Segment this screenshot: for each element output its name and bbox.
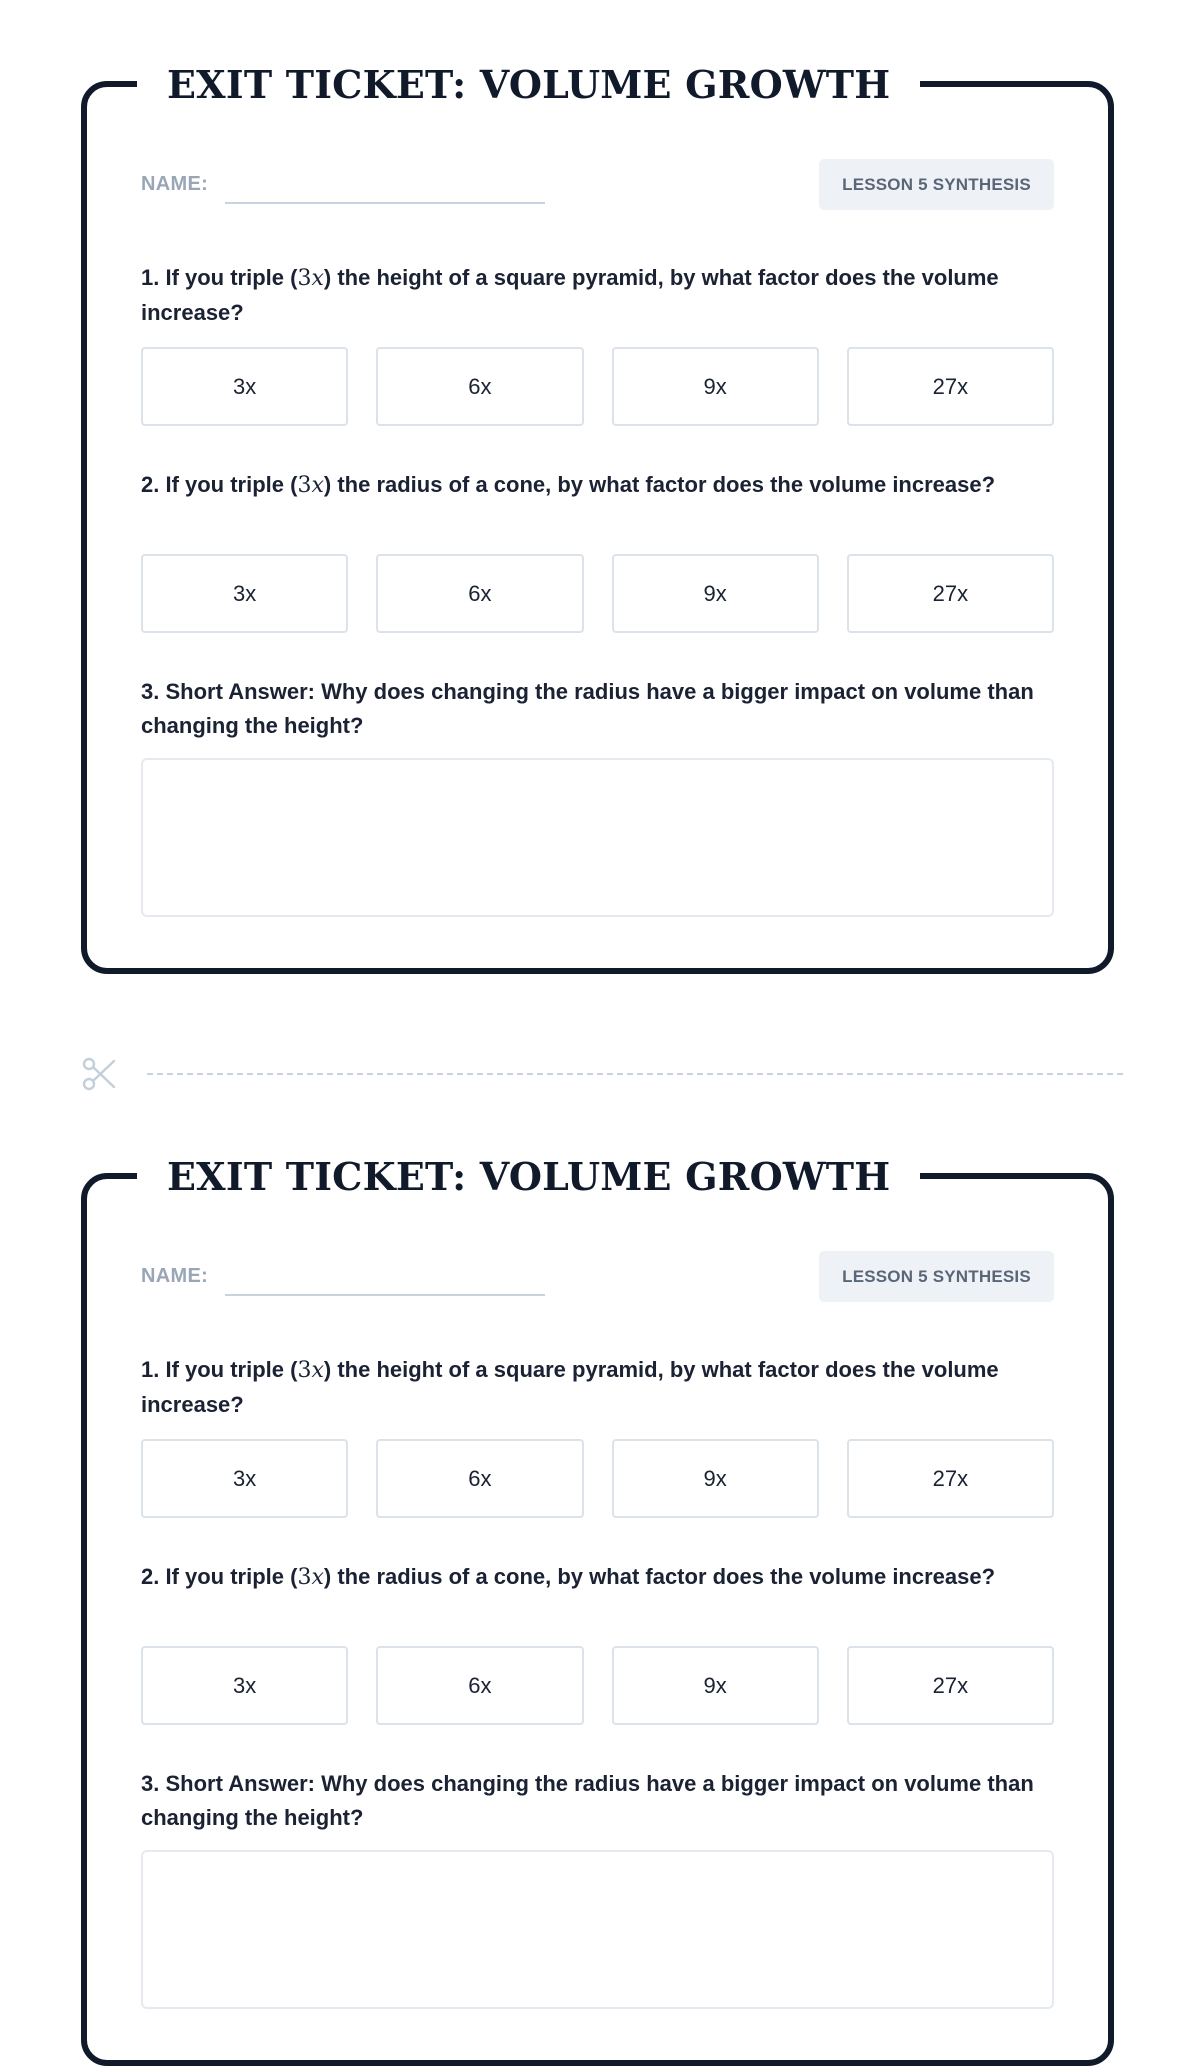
name-label: NAME:	[141, 173, 209, 195]
question-1-options	[141, 1439, 1054, 1518]
option-button[interactable]: 6x	[376, 1646, 583, 1725]
short-answer-box[interactable]	[141, 758, 1054, 917]
math-expression	[297, 1358, 323, 1383]
question-2-options	[141, 1646, 1054, 1725]
math-coefficient: 3	[297, 266, 312, 291]
lesson-badge: LESSON 5 SYNTHESIS	[819, 159, 1054, 210]
option-button[interactable]: 3x	[141, 1439, 348, 1518]
ticket-title: EXIT TICKET: VOLUME GROWTH	[137, 59, 920, 111]
option-button[interactable]: 6x	[376, 554, 583, 633]
lesson-badge: LESSON 5 SYNTHESIS	[819, 1251, 1054, 1302]
name-field[interactable]	[225, 202, 545, 204]
question-3: 3. Short Answer: Why does changing the radius have a bigger impact on volume than changing the height?	[141, 679, 1034, 738]
math-expression	[297, 473, 323, 498]
question-text: ) the height of a square pyramid, by what factor does the volume increase?	[141, 265, 999, 325]
option-button[interactable]: 27x	[847, 554, 1054, 633]
question-1	[141, 261, 1054, 330]
math-variable: x	[311, 473, 324, 498]
math-expression	[297, 266, 323, 291]
math-coefficient: 3	[297, 1565, 312, 1590]
ticket-title: EXIT TICKET: VOLUME GROWTH	[137, 1151, 920, 1203]
option-button[interactable]: 6x	[376, 1439, 583, 1518]
name-row	[141, 1251, 1054, 1303]
option-button[interactable]: 27x	[847, 1646, 1054, 1725]
option-button[interactable]: 9x	[612, 554, 819, 633]
option-button[interactable]: 9x	[612, 347, 819, 426]
dashed-cut-line	[147, 1073, 1123, 1075]
question-text: 2. If you triple (	[141, 1564, 298, 1589]
question-text: ) the radius of a cone, by what factor does the volume increase?	[323, 472, 996, 497]
math-variable: x	[311, 266, 324, 291]
math-expression	[297, 1565, 323, 1590]
option-button[interactable]: 3x	[141, 1646, 348, 1725]
option-button[interactable]: 27x	[847, 1439, 1054, 1518]
exit-ticket-2	[81, 1154, 1114, 2066]
cut-line-row	[81, 1053, 1123, 1093]
name-field[interactable]	[225, 1294, 545, 1296]
question-text: ) the height of a square pyramid, by what factor does the volume increase?	[141, 1357, 999, 1417]
question-2-options	[141, 554, 1054, 633]
question-1	[141, 1353, 1054, 1422]
option-button[interactable]: 9x	[612, 1439, 819, 1518]
question-1-options	[141, 347, 1054, 426]
option-button[interactable]: 6x	[376, 347, 583, 426]
option-button[interactable]: 9x	[612, 1646, 819, 1725]
scissors-icon	[81, 1056, 117, 1092]
question-text: ) the radius of a cone, by what factor does the volume increase?	[323, 1564, 996, 1589]
question-text: 1. If you triple (	[141, 265, 298, 290]
math-variable: x	[311, 1358, 324, 1383]
exit-ticket-1	[81, 62, 1114, 974]
question-3: 3. Short Answer: Why does changing the radius have a bigger impact on volume than changing the height?	[141, 1771, 1034, 1830]
math-coefficient: 3	[297, 473, 312, 498]
question-2	[141, 468, 1054, 503]
question-text: 2. If you triple (	[141, 472, 298, 497]
math-variable: x	[311, 1565, 324, 1590]
name-row	[141, 159, 1054, 211]
option-button[interactable]: 27x	[847, 347, 1054, 426]
question-text: 1. If you triple (	[141, 1357, 298, 1382]
name-label: NAME:	[141, 1265, 209, 1287]
math-coefficient: 3	[297, 1358, 312, 1383]
question-2	[141, 1560, 1054, 1595]
option-button[interactable]: 3x	[141, 347, 348, 426]
option-button[interactable]: 3x	[141, 554, 348, 633]
short-answer-box[interactable]	[141, 1850, 1054, 2009]
